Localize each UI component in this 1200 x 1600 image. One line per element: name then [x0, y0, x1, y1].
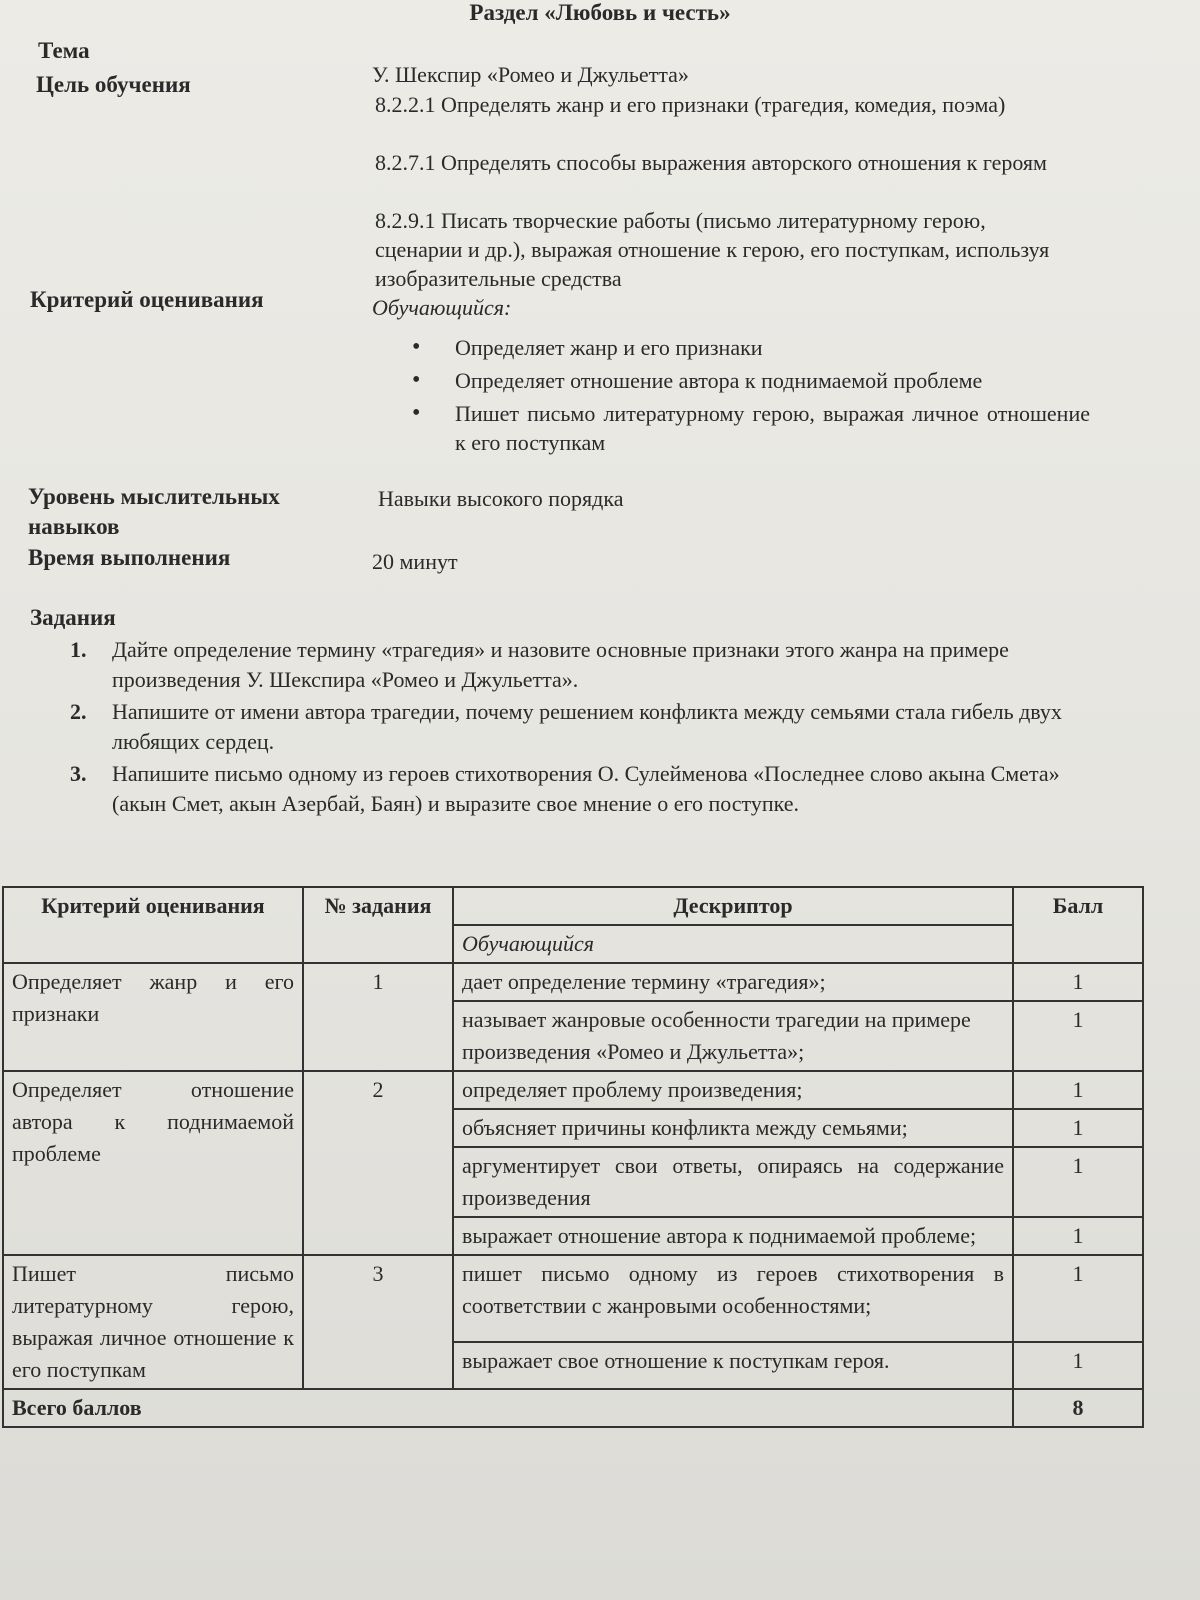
score-cell: 1	[1013, 1217, 1143, 1255]
descriptor-cell: дает определение термину «трагедия»;	[453, 963, 1013, 1001]
score-cell: 1	[1013, 1001, 1143, 1071]
level-value: Навыки высокого порядка	[378, 486, 624, 511]
score-cell: 1	[1013, 1255, 1143, 1342]
task-number: 2.	[70, 699, 87, 724]
task-text: Напишите от имени автора трагедии, почему решением конфликта между семьями стала гибель двух любящих сердец.	[112, 699, 1062, 754]
criteria-label: Критерий оценивания	[30, 287, 264, 312]
goal-item-3: 8.2.9.1 Писать творческие работы (письмо литературному герою, сценарии и др.), выражая отношение к герою, его поступкам, используя изобразительные средства	[375, 208, 1050, 291]
task-cell: 3	[303, 1255, 453, 1389]
criteria-item: • Пишет письмо литературному герою, выражая личное отношение к его поступкам	[400, 399, 1090, 457]
descriptor-cell: называет жанровые особенности трагедии на примере произведения «Ромео и Джульетта»;	[453, 1001, 1013, 1071]
goal-item-1: 8.2.2.1 Определять жанр и его признаки (трагедия, комедия, поэма)	[375, 92, 1006, 117]
task-text: Дайте определение термину «трагедия» и назовите основные признаки этого жанра на примере произведения У. Шекспира «Ромео и Джульетта».	[112, 637, 1009, 692]
task-item	[70, 635, 1100, 695]
table-row	[3, 963, 1143, 1001]
header-score: Балл	[1013, 887, 1143, 963]
criteria-item: • Определяет отношение автора к поднимаемой проблеме	[400, 366, 1090, 395]
header-descriptor: Дескриптор	[453, 887, 1013, 925]
criteria-item: • Определяет жанр и его признаки	[400, 333, 1090, 362]
table-row	[3, 1255, 1143, 1342]
rubric-table	[2, 886, 1144, 1428]
total-value: 8	[1013, 1389, 1143, 1427]
tasks-heading: Задания	[30, 605, 116, 630]
score-cell: 1	[1013, 1109, 1143, 1147]
task-item	[70, 759, 1100, 819]
theme-label: Тема	[38, 38, 90, 63]
tasks-list	[70, 635, 1100, 821]
task-number: 3.	[70, 761, 87, 786]
score-cell: 1	[1013, 1071, 1143, 1109]
total-label: Всего баллов	[3, 1389, 1013, 1427]
descriptor-cell: пишет письмо одному из героев стихотворения в соответствии с жанровыми особенностями;	[453, 1255, 1013, 1342]
criteria-list	[400, 333, 1090, 461]
theme-value: У. Шекспир «Ромео и Джульетта»	[372, 62, 689, 87]
section-title: Раздел «Любовь и честь»	[469, 0, 731, 25]
task-cell: 1	[303, 963, 453, 1071]
task-item	[70, 697, 1100, 757]
header-descriptor-sub: Обучающийся	[453, 925, 1013, 963]
criterion-cell: Пишет письмо литературному герою, выражая личное отношение к его поступкам	[3, 1255, 303, 1389]
total-row	[3, 1389, 1143, 1427]
descriptor-cell: выражает отношение автора к поднимаемой проблеме;	[453, 1217, 1013, 1255]
descriptor-cell: объясняет причины конфликта между семьями;	[453, 1109, 1013, 1147]
goal-label: Цель обучения	[36, 72, 191, 97]
time-label: Время выполнения	[28, 545, 231, 570]
goal-item-2: 8.2.7.1 Определять способы выражения авторского отношения к героям	[375, 150, 1047, 175]
header-criterion: Критерий оценивания	[3, 887, 303, 963]
table-row	[3, 1071, 1143, 1109]
time-value: 20 минут	[372, 549, 458, 574]
descriptor-cell: аргументирует свои ответы, опираясь на содержание произведения	[453, 1147, 1013, 1217]
score-cell: 1	[1013, 1342, 1143, 1389]
score-cell: 1	[1013, 963, 1143, 1001]
task-number: 1.	[70, 637, 87, 662]
score-cell: 1	[1013, 1147, 1143, 1217]
descriptor-cell: выражает свое отношение к поступкам героя.	[453, 1342, 1013, 1389]
criteria-intro: Обучающийся:	[372, 295, 512, 320]
task-cell: 2	[303, 1071, 453, 1255]
descriptor-cell: определяет проблему произведения;	[453, 1071, 1013, 1109]
criterion-cell: Определяет жанр и его признаки	[3, 963, 303, 1071]
task-text: Напишите письмо одному из героев стихотворения О. Сулейменова «Последнее слово акына Смета» (акын Смет, акын Азербай, Баян) и выразите свое мнение о его поступке.	[112, 761, 1060, 816]
level-label: Уровень мыслительных навыков	[28, 484, 280, 539]
criterion-cell: Определяет отношение автора к поднимаемой проблеме	[3, 1071, 303, 1255]
header-task-no: № задания	[303, 887, 453, 963]
